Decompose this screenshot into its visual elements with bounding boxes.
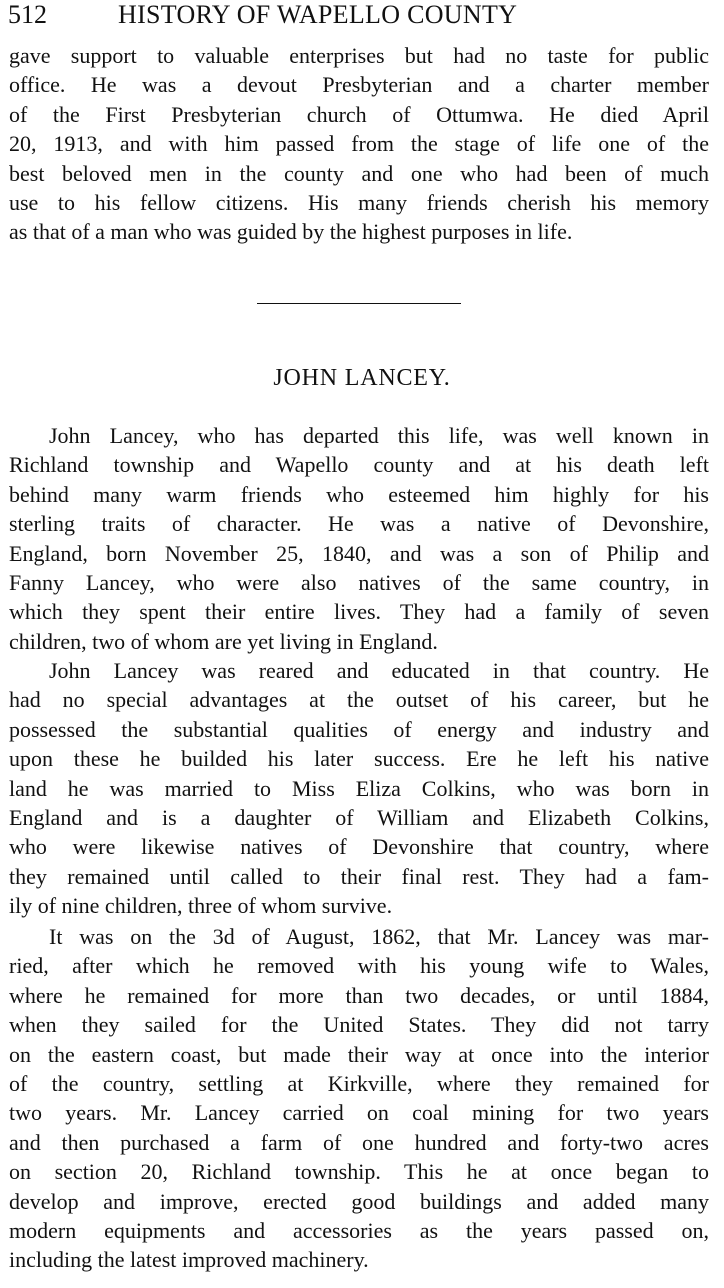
text-line: sterling traits of character. He was a native of Devonshire,: [9, 511, 709, 537]
running-head: HISTORY OF WAPELLO COUNTY: [118, 0, 518, 29]
text-line: Fanny Lancey, who were also natives of the same country, in: [9, 569, 709, 595]
text-line: 20, 1913, and with him passed from the stage of life one of the: [9, 131, 709, 157]
page-number: 512: [8, 0, 47, 29]
text-line: when they sailed for the United States. They did not tarry: [9, 1012, 709, 1038]
text-line: had no special advantages at the outset of his career, but he: [9, 687, 709, 713]
text-line: behind many warm friends who esteemed him highly for his: [9, 481, 709, 507]
text-line: use to his fellow citizens. His many friends cherish his memory: [9, 189, 709, 215]
text-line: they remained until called to their final rest. They had a fam-: [9, 863, 709, 889]
text-line: children, two of whom are yet living in England.: [9, 628, 438, 654]
text-line: on the eastern coast, but made their way at once into the interior: [9, 1041, 709, 1067]
text-line: It was on the 3d of August, 1862, that Mr. Lancey was mar-: [49, 924, 709, 949]
text-line: of the country, settling at Kirkville, where they remained for: [9, 1070, 709, 1096]
text-line: where he remained for more than two decades, or until 1884,: [9, 982, 709, 1008]
section-divider: [257, 303, 461, 304]
page-header: [8, 0, 708, 30]
text-line: gave support to valuable enterprises but had no taste for public: [9, 43, 709, 68]
text-line: John Lancey, who has departed this life, was well known in: [49, 423, 709, 448]
text-line: upon these he builded his later success. Ere he left his native: [9, 746, 709, 772]
text-line: John Lancey was reared and educated in that country. He: [49, 658, 709, 683]
text-line: on section 20, Richland township. This he at once began to: [9, 1159, 709, 1185]
text-line: England, born November 25, 1840, and was a son of Philip and: [9, 540, 709, 566]
text-line: office. He was a devout Presbyterian and a charter member: [9, 72, 709, 98]
paragraph-lancey-emigration: [9, 922, 709, 1275]
paragraph-lancey-early-life: [9, 656, 709, 921]
paragraph-lancey-introduction: [9, 421, 709, 656]
text-line: two years. Mr. Lancey carried on coal mining for two years: [9, 1100, 709, 1126]
text-line: as that of a man who was guided by the highest purposes in life.: [9, 219, 573, 245]
section-title: JOHN LANCEY.: [273, 365, 451, 391]
text-line: ily of nine children, three of whom survive.: [9, 893, 393, 919]
text-line: develop and improve, erected good buildings and added many: [9, 1188, 709, 1214]
text-line: land he was married to Miss Eliza Colkins, who was born in: [9, 775, 709, 801]
text-line: which they spent their entire lives. They had a family of seven: [9, 599, 709, 625]
text-line: best beloved men in the county and one who had been of much: [9, 160, 709, 186]
text-line: of the First Presbyterian church of Ottumwa. He died April: [9, 101, 709, 127]
text-line: who were likewise natives of Devonshire that country, where: [9, 834, 709, 860]
text-line: and then purchased a farm of one hundred and forty-two acres: [9, 1129, 709, 1155]
text-line: ried, after which he removed with his young wife to Wales,: [9, 953, 709, 979]
text-line: modern equipments and accessories as the years passed on,: [9, 1217, 709, 1243]
text-line: Richland township and Wapello county and at his death left: [9, 452, 709, 478]
text-line: possessed the substantial qualities of energy and industry and: [9, 716, 709, 742]
text-line: England and is a daughter of William and Elizabeth Colkins,: [9, 804, 709, 830]
text-line: including the latest improved machinery.: [9, 1247, 369, 1273]
paragraph-previous-biography-ending: [9, 41, 709, 247]
